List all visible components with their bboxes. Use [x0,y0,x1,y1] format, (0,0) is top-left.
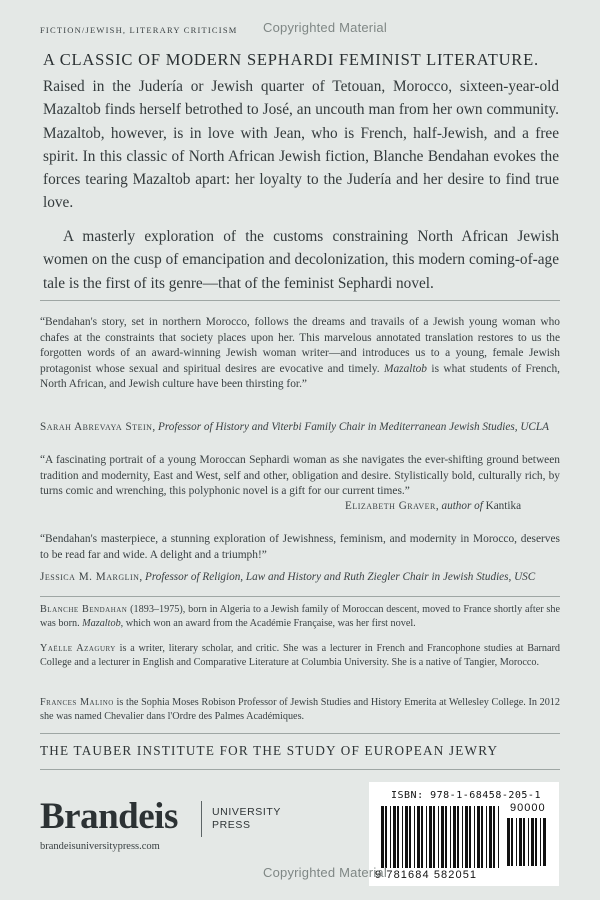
blurb-text: is what students of French, North African, and Jewish culture have been thirsting for.” [40,362,561,390]
blurb-stein [40,315,560,393]
bio-text: is the Sophia Moses Robison Professor of Jewish Studies and History Emerita at Wellesley College. In 2012 she was named Chevalier dans l'Ordre des Palmes Académiques. [40,697,560,722]
bio-text: (1893–1975), born in Algeria to a Jewish family of Moroccan descent, moved to France shortly after she was born. [40,604,560,629]
blurb-attribution: Elizabeth Graver, author of Kantika [345,500,522,512]
blurb-graver: “A fascinating portrait of a young Moroccan Sephardi woman as she navigates the ever-shifting ground between tradition and modernity, East and West, self and other, obligation and desire. Stylistically bold, culturally rich, by turns comic and wrenching, this polyphonic novel is a gift for our current times.” [40,454,560,497]
bio-name: Frances Malino [40,697,114,708]
isbn-barcode [369,782,559,886]
barcode-bar [477,806,480,868]
barcode-bar [433,806,435,868]
category-label: FICTION/JEWISH, LITERARY CRITICISM [40,25,238,35]
publisher-logo: Brandeis [40,796,178,837]
barcode-bar [519,818,522,866]
barcode-bar [421,806,423,868]
barcode-bar [498,806,499,868]
barcode-bar [385,806,387,868]
description-paragraph-2: A masterly exploration of the customs constraining North African Jewish women on the cusp of emancipation and decolonization, this modern coming-of-age tale is the first of its genre—that of the feminist Sephardi novel. [43,228,559,292]
barcode-bar [493,806,495,868]
barcode-bar [409,806,411,868]
bio-azagury [40,642,560,670]
barcode-bar [511,818,513,866]
blurb-affiliation: Professor of History and Viterbi Family Chair in Mediterranean Jewish Studies, UCLA [158,421,549,433]
bio-name: Yaëlle Azagury [40,643,116,654]
barcode-bar [441,806,444,868]
addon-barcode-bars [507,818,549,866]
barcode-bar [393,806,396,868]
barcode-bar [535,818,537,866]
logo-sub-line: UNIVERSITY [212,806,282,818]
barcode-bar [405,806,408,868]
barcode-bar [462,806,463,868]
blurb-author-of: author of [441,500,483,512]
barcode-bar [543,818,546,866]
description-paragraph-1: Raised in the Judería or Jewish quarter of Tetouan, Morocco, sixteen-year-old Mazaltob finds herself betrothed to José, an uncouth man from her own community. Mazaltob, however, is in love with Jean, who is French, half-Jewish, and a free spirit. In this classic of North African Jewish fiction, Blanche Bendahan evokes the forces tearing Mazaltob apart: her loyalty to the Judería and her desire to find true love. [43,78,559,212]
logo-divider [201,801,202,837]
series-name: THE TAUBER INSTITUTE FOR THE STUDY OF EUROPEAN JEWRY [40,743,499,758]
barcode-bar [414,806,415,868]
divider [40,733,560,734]
divider [40,300,560,301]
blurb-attribution: Sarah Abrevaya Stein, Professor of History and Viterbi Family Chair in Mediterranean Jewish Studies, UCLA [40,421,549,433]
barcode-bar [516,818,517,866]
isbn-label: ISBN: 978-1-68458-205-1 [391,790,541,801]
barcode-bar [540,818,541,866]
barcode-bar [457,806,459,868]
blurb-author: Jessica M. Marglin [40,571,140,583]
barcode-bar [397,806,399,868]
barcode-bar [528,818,529,866]
blurb-work: Kantika [485,500,522,512]
bio-text: is a writer, literary scholar, and critic. She was a lecturer in French and Francophone studies at Barnard College and a lecturer in English and Comparative Literature at Columbia University. She is a native of Tangier, Morocco. [40,643,561,668]
barcode-bar [390,806,391,868]
headline: A CLASSIC OF MODERN SEPHARDI FEMINIST LITERATURE. [43,50,539,69]
blurb-attribution: Jessica M. Marglin, Professor of Religion, Law and History and Ruth Ziegler Chair in Jewish Studies, USC [40,571,536,583]
barcode-bar [489,806,492,868]
bio-bendahan [40,603,560,631]
blurb-author: Elizabeth Graver [345,500,436,512]
barcode-bar [465,806,468,868]
barcode-bar [486,806,487,868]
barcode-bar [469,806,471,868]
bio-malino [40,696,560,724]
blurb-text: “Bendahan's story, set in northern Morocco, follows the dreams and travails of a Jewish young woman who chafes at the constraints that society places upon her. This marvelous annotated translation restores to us the forgotten words of an award-winning Jewish woman writer—and introduces us to a young, female Jewish protagonist whose sexual and spiritual desires are evocative and timely. [40,316,560,375]
divider [40,596,560,597]
bio-name: Blanche Bendahan [40,604,128,615]
blurb-author: Sarah Abrevaya Stein [40,421,153,433]
blurb-affiliation: Professor of Religion, Law and History and Ruth Ziegler Chair in Jewish Studies, USC [145,571,536,583]
publisher-url: brandeisuniversitypress.com [40,841,160,852]
blurb-title-italic: Mazaltob [383,362,428,375]
price-code: 90000 [510,802,546,814]
logo-sub-line: PRESS [212,819,251,831]
watermark-top: Copyrighted Material [263,20,387,35]
barcode-bar [531,818,534,866]
barcode-bar [381,806,384,868]
barcode-bar [417,806,420,868]
barcode-digits: 9 781684 582051 [375,869,478,881]
barcode-bar [426,806,427,868]
blurb-marglin: “Bendahan's masterpiece, a stunning exploration of Jewishness, feminism, and modernity in Morocco, deserves to be read far and wide. A delight and a triumph!” [40,533,560,561]
barcode-bar [523,818,525,866]
barcode-bars [381,806,501,868]
divider [40,769,560,770]
barcode-bar [402,806,403,868]
barcode-bar [507,818,510,866]
publisher-logo-sub [212,806,281,832]
barcode-bar [453,806,456,868]
bio-text: , which won an award from the Académie Française, was her first novel. [120,618,416,629]
barcode-bar [481,806,483,868]
barcode-bar [445,806,447,868]
barcode-bar [438,806,439,868]
barcode-bar [429,806,432,868]
watermark-bottom: Copyrighted Material [263,865,387,880]
bio-title-italic: Mazaltob [82,618,121,629]
barcode-bar [474,806,475,868]
barcode-bar [450,806,451,868]
